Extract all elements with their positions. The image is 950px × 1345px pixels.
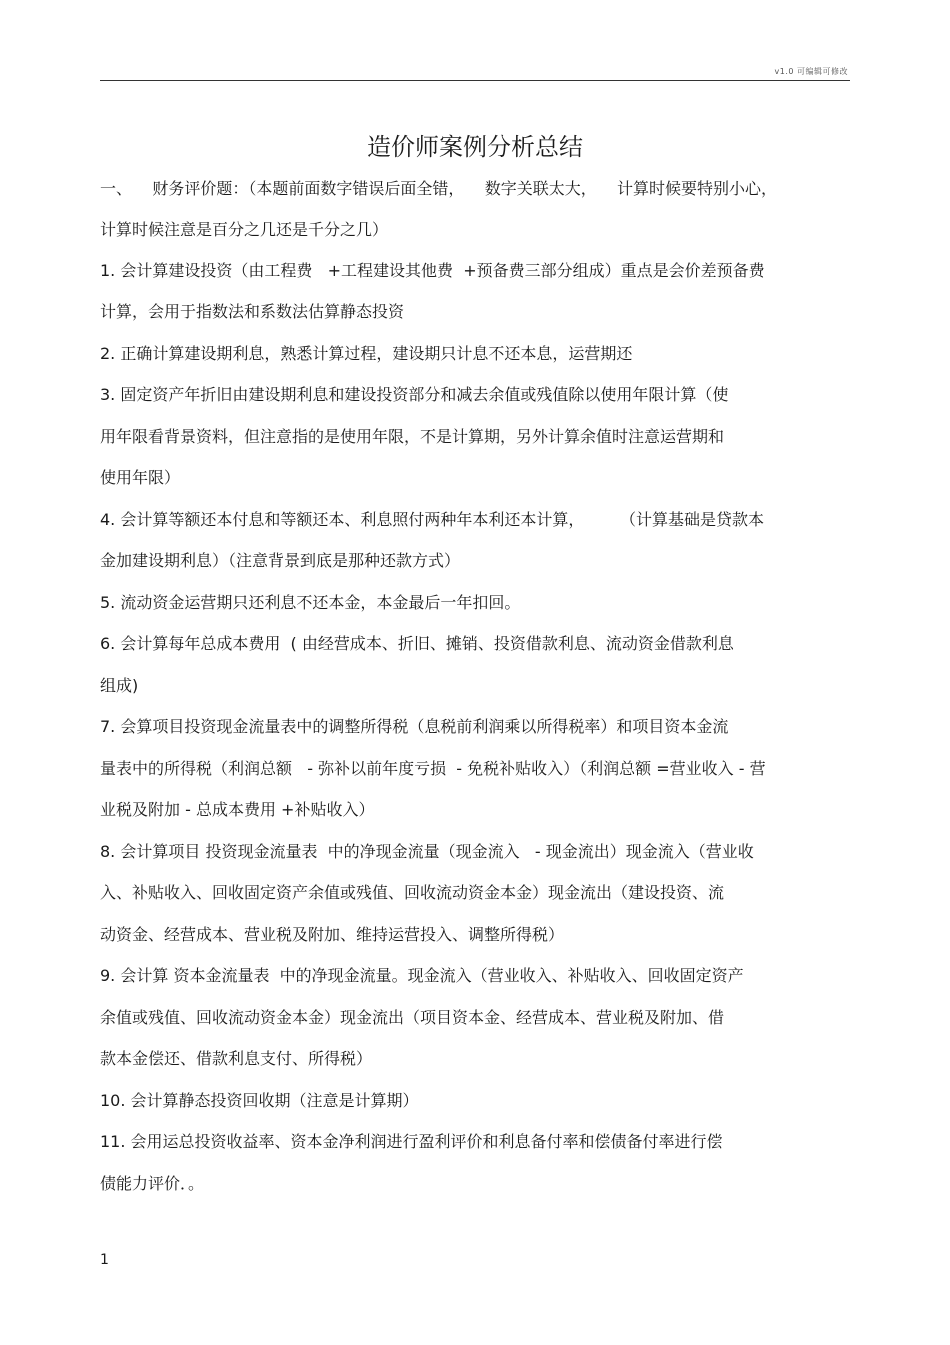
body-line: 业税及附加 - 总成本费用 +补贴收入）: [100, 800, 375, 819]
body-line: 款本金偿还、借款利息支付、所得税）: [100, 1049, 373, 1068]
body-line: 2. 正确计算建设期利息，熟悉计算过程，建设期只计息不还本息，运营期还: [100, 344, 633, 363]
document-title: 造价师案例分析总结: [367, 133, 583, 161]
body-line: 1. 会计算建设投资（由工程费 +工程建设其他费 +预备费三部分组成）重点是会价差预备费: [100, 261, 765, 280]
body-line: 量表中的所得税（利润总额 - 弥补以前年度亏损 - 免税补贴收入）（利润总额 =营业收入 - 营: [100, 759, 766, 778]
body-line: 动资金、经营成本、营业税及附加、维持运营投入、调整所得税）: [100, 925, 565, 944]
body-line: 7. 会算项目投资现金流量表中的调整所得税（息税前利润乘以所得税率）和项目资本金流: [100, 717, 729, 736]
body-line: 债能力评价．。: [100, 1174, 205, 1193]
body-line: 计算时候注意是百分之几还是千分之几）: [100, 220, 389, 239]
body-line: 入、补贴收入、回收固定资产余值或残值、回收流动资金本金）现金流出（建设投资、流: [100, 883, 725, 902]
page-number: 1: [100, 1252, 109, 1268]
body-line: 用年限看背景资料，但注意指的是使用年限，不是计算期，另外计算余值时注意运营期和: [100, 427, 725, 446]
body-line: 组成): [100, 676, 139, 695]
body-line: 5. 流动资金运营期只还利息不还本金，本金最后一年扣回。: [100, 593, 521, 612]
body-line: 余值或残值、回收流动资金本金）现金流出（项目资本金、经营成本、营业税及附加、借: [100, 1008, 725, 1027]
body-line: 使用年限）: [100, 468, 181, 487]
body-line: 金加建设期利息）（注意背景到底是那种还款方式）: [100, 551, 461, 570]
body-line: 6. 会计算每年总成本费用 ( 由经营成本、折旧、摊销、投资借款利息、流动资金借款利息: [100, 634, 734, 653]
header-divider: [100, 80, 850, 81]
body-line: 一、 财务评价题：（本题前面数字错误后面全错， 数字关联太大， 计算时候要特别小心，: [100, 179, 778, 198]
body-line: 8. 会计算项目 投资现金流量表 中的净现金流量（现金流入 - 现金流出）现金流入（营业收: [100, 842, 754, 861]
body-line: 3. 固定资产年折旧由建设期利息和建设投资部分和减去余值或残值除以使用年限计算（使: [100, 385, 729, 404]
body-line: 9. 会计算 资本金流量表 中的净现金流量。现金流入（营业收入、补贴收入、回收固定资产: [100, 966, 744, 985]
body-line: 10. 会计算静态投资回收期（注意是计算期）: [100, 1091, 419, 1110]
version-note: v1.0 可编辑可修改: [774, 67, 848, 76]
body-line: 计算，会用于指数法和系数法估算静态投资: [100, 302, 405, 321]
body-line: 4. 会计算等额还本付息和等额还本、利息照付两种年本利还本计算， （计算基础是贷款本: [100, 510, 764, 529]
body-line: 11. 会用运总投资收益率、资本金净利润进行盈利评价和利息备付率和偿债备付率进行偿: [100, 1132, 723, 1151]
